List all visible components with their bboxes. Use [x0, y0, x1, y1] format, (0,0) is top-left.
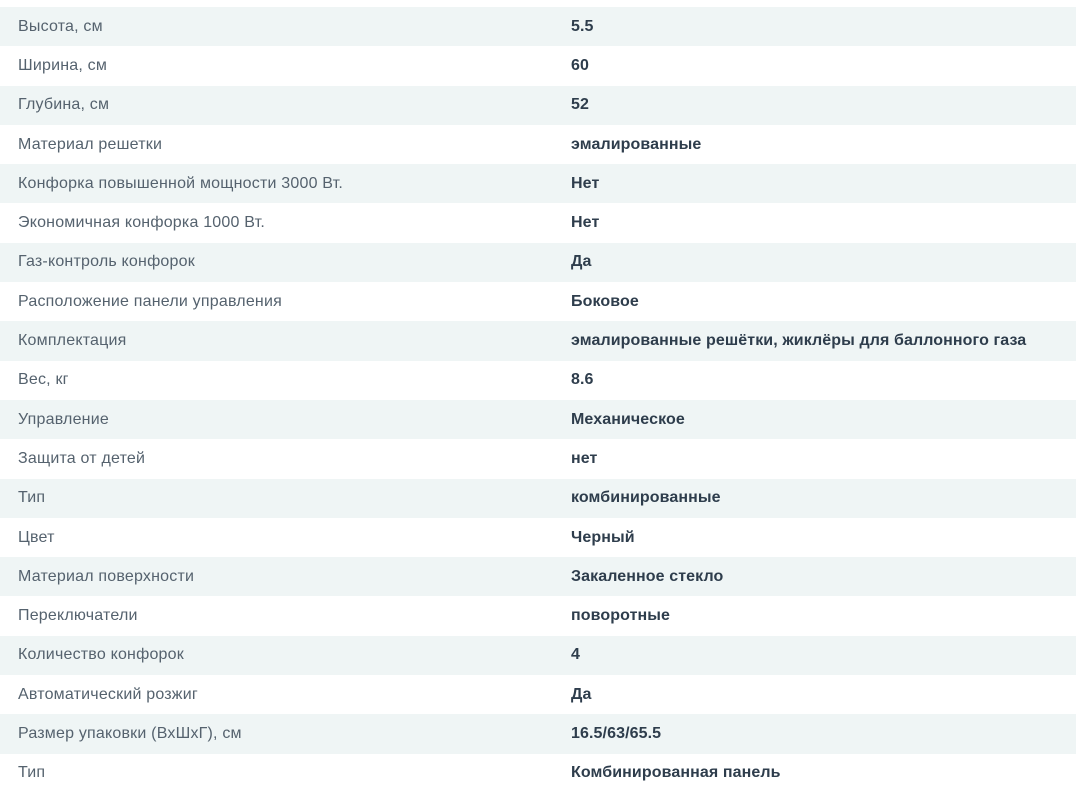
- spec-row: [0, 557, 1076, 596]
- spec-row: [0, 439, 1076, 478]
- spec-value: 5.5: [571, 17, 594, 35]
- spec-row: [0, 714, 1076, 753]
- spec-value: нет: [571, 449, 598, 467]
- spec-value: 52: [571, 96, 589, 114]
- spec-row: [0, 243, 1076, 282]
- spec-row: [0, 321, 1076, 360]
- spec-value: 4: [571, 646, 580, 664]
- spec-row: [0, 754, 1076, 793]
- spec-row: [0, 86, 1076, 125]
- spec-label: Высота, см: [18, 17, 103, 35]
- spec-value: эмалированные решётки, жиклёры для баллонного газа: [571, 332, 1027, 350]
- spec-label: Конфорка повышенной мощности 3000 Вт.: [18, 174, 344, 192]
- spec-row: [0, 479, 1076, 518]
- spec-row: [0, 203, 1076, 242]
- spec-row: [0, 400, 1076, 439]
- spec-value: 8.6: [571, 371, 594, 389]
- spec-value: Да: [571, 685, 592, 703]
- spec-row: [0, 7, 1076, 46]
- spec-label: Экономичная конфорка 1000 Вт.: [18, 214, 265, 232]
- spec-label: Глубина, см: [18, 96, 110, 114]
- spec-label: Материал решетки: [18, 135, 163, 153]
- spec-label: Количество конфорок: [18, 646, 184, 664]
- spec-value: поворотные: [571, 607, 671, 625]
- spec-label: Ширина, см: [18, 56, 108, 74]
- spec-value: 60: [571, 56, 589, 74]
- spec-value: комбинированные: [571, 489, 721, 507]
- spec-value: Механическое: [571, 410, 685, 428]
- spec-value: Да: [571, 253, 592, 271]
- spec-value: 16.5/63/65.5: [571, 724, 662, 742]
- spec-value: Нет: [571, 174, 600, 192]
- spec-label: Автоматический розжиг: [18, 685, 198, 703]
- spec-row: [0, 675, 1076, 714]
- spec-label: Тип: [18, 764, 46, 782]
- spec-label: Тип: [18, 489, 46, 507]
- spec-row: [0, 596, 1076, 635]
- spec-row: [0, 361, 1076, 400]
- spec-row: [0, 282, 1076, 321]
- spec-label: Комплектация: [18, 332, 127, 350]
- spec-value: Комбинированная панель: [571, 764, 781, 782]
- spec-label: Вес, кг: [18, 371, 69, 389]
- spec-value: Закаленное стекло: [571, 567, 724, 585]
- spec-label: Цвет: [18, 528, 55, 546]
- spec-value: Черный: [571, 528, 635, 546]
- spec-label: Материал поверхности: [18, 567, 195, 585]
- spec-row: [0, 518, 1076, 557]
- spec-row: [0, 636, 1076, 675]
- spec-label: Газ-контроль конфорок: [18, 253, 195, 271]
- spec-label: Защита от детей: [18, 449, 146, 467]
- spec-label: Переключатели: [18, 607, 138, 625]
- spec-label: Управление: [18, 410, 109, 428]
- spec-row: [0, 164, 1076, 203]
- spec-value: Боковое: [571, 292, 639, 310]
- spec-value: эмалированные: [571, 135, 702, 153]
- spec-value: Нет: [571, 214, 600, 232]
- spec-label: Размер упаковки (ВхШхГ), см: [18, 724, 242, 742]
- spec-row: [0, 46, 1076, 85]
- spec-row: [0, 125, 1076, 164]
- spec-label: Расположение панели управления: [18, 292, 282, 310]
